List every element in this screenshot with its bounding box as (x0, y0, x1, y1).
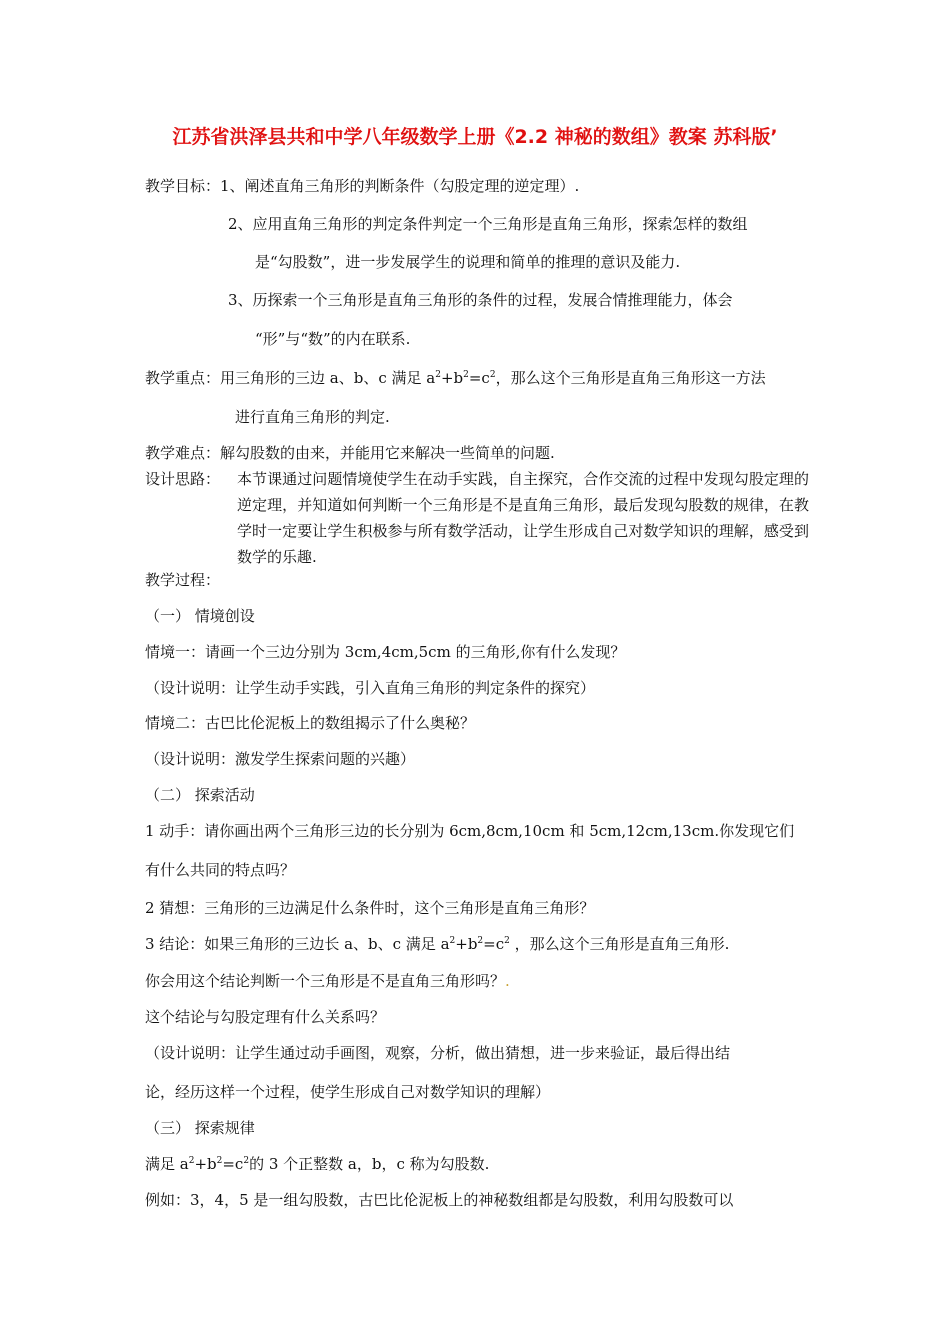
design-note-3-line-b: 论，经历这样一个过程，使学生形成自己对数学知识的理解） (145, 1083, 551, 1101)
teaching-goals-line-2b: 是“勾股数”，进一步发展学生的说理和简单的推理的意识及能力. (255, 253, 681, 271)
teaching-goals-line-3b: “形”与“数”的内在联系. (255, 330, 411, 348)
scenario-1: 情境一：请画一个三边分别为 3cm,4cm,5cm 的三角形,你有什么发现？ (145, 643, 626, 661)
scenario-2-note: （设计说明：激发学生探索问题的兴趣） (145, 750, 416, 768)
key-point-label: 教学重点： (145, 369, 221, 387)
question-2: 这个结论与勾股定理有什么关系吗？ (145, 1008, 386, 1026)
design-note-3-line-a: （设计说明：让学生通过动手画图，观察，分析，做出猜想，进一步来验证，最后得出结 (145, 1044, 731, 1062)
key-point-continuation: 进行直角三角形的判定. (235, 408, 390, 426)
section-1-heading: （一） 情境创设 (145, 607, 255, 625)
teaching-goals-line-1: 教学目标：1、阐述直角三角形的判断条件（勾股定理的逆定理）. (145, 177, 580, 195)
scenario-2: 情境二：古巴比伦泥板上的数组揭示了什么奥秘？ (145, 714, 476, 732)
activity-1-line-b: 有什么共同的特点吗？ (145, 861, 296, 879)
section-2-heading: （二） 探索活动 (145, 786, 255, 804)
rule-definition: 满足 $a^2+b^2=c^2$的 3 个正整数 a，b，c 称为勾股数. (145, 1155, 490, 1173)
question-1: 你会用这个结论判断一个三角形是不是直角三角形吗？. (145, 972, 510, 990)
teaching-goals-line-2a: 2、应用直角三角形的判定条件判定一个三角形是直角三角形，探索怎样的数组 (228, 215, 748, 233)
teaching-goals-label: 教学目标： (145, 177, 221, 195)
difficulty-line: 教学难点：解勾股数的由来，并能用它来解决一些简单的问题. (145, 444, 555, 462)
design-text: 本节课通过问题情境使学生在动手实践，自主探究，合作交流的过程中发现勾股定理的逆定理，并知道如何判断一个三角形是不是直角三角形，最后发现勾股数的规律，在教学时一定要让学生积极参与所有数学活动，让学生形成自己对数学知识的理解，感受到数学的乐趣. (237, 470, 809, 566)
activity-2: 2 猜想：三角形的三边满足什么条件时，这个三角形是直角三角形？ (145, 899, 595, 917)
document-title: 江苏省洪泽县共和中学八年级数学上册《2.2 神秘的数组》教案 苏科版’ (172, 126, 778, 148)
design-label: 设计思路： (145, 470, 221, 488)
rule-example: 例如：3，4，5 是一组勾股数，古巴比伦泥板上的神秘数组都是勾股数，利用勾股数可以 (145, 1191, 734, 1209)
teaching-goals-line-3a: 3、历探索一个三角形是直角三角形的条件的过程，发展合情推理能力，体会 (228, 291, 733, 309)
scenario-1-note: （设计说明：让学生动手实践，引入直角三角形的判定条件的探究） (145, 679, 596, 697)
process-label: 教学过程： (145, 571, 221, 589)
activity-1-line-a: 1 动手：请你画出两个三角形三边的长分别为 6cm,8cm,10cm 和 5cm,12cm,13cm.你发现它们 (145, 822, 795, 840)
difficulty-label: 教学难点： (145, 444, 221, 462)
key-point-line: 教学重点：用三角形的三边 a、b、c 满足 $a^2+b^2=c^2$，那么这个三角形是直角三角形这一方法 (145, 369, 766, 387)
activity-3-conclusion: 3 结论：如果三角形的三边长 a、b、c 满足 $a^2+b^2=c^2$ ，那么这个三角形是直角三角形. (145, 935, 730, 953)
section-3-heading: （三） 探索规律 (145, 1119, 255, 1137)
